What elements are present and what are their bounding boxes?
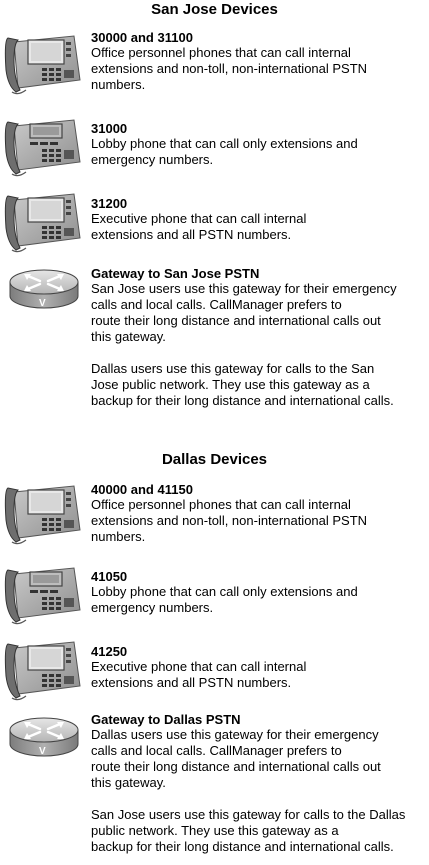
device-description-line: Lobby phone that can call only extensions and [91, 584, 358, 599]
device-entry-41050 [91, 569, 427, 616]
device-description-line: Executive phone that can call internal [91, 211, 307, 226]
device-description-line: Office personnel phones that can call internal [91, 497, 351, 512]
device-title: 31200 [91, 196, 128, 211]
device-description-line: Office personnel phones that can call internal [91, 45, 351, 60]
gateway-backup-line: San Jose users use this gateway for calls to the Dallas [91, 807, 406, 822]
device-description-line: extensions and non-toll, non-international PSTN [91, 513, 368, 528]
gateway-backup-line: backup for their long distance and international calls. [91, 839, 394, 854]
gateway-description-line: calls and local calls. CallManager prefers to [91, 743, 342, 758]
gateway-backup-line: public network. They use this gateway as a [91, 823, 339, 838]
ip-phone-7960-icon [4, 30, 84, 98]
gateway-description-line: calls and local calls. CallManager prefers to [91, 297, 342, 312]
gateway-backup-line: Dallas users use this gateway for calls to the San [91, 361, 375, 376]
gateway-entry-dallas [91, 712, 427, 855]
device-entry-30000-31100 [91, 30, 427, 93]
device-entry-31200 [91, 196, 427, 243]
device-description-line: emergency numbers. [91, 152, 214, 167]
gateway-backup-line: Jose public network. They use this gateway as a [91, 377, 370, 392]
device-entry-41250 [91, 644, 427, 691]
device-description-line: emergency numbers. [91, 600, 214, 615]
router-gateway-icon [6, 710, 84, 762]
device-description-line: Lobby phone that can call only extensions and [91, 136, 358, 151]
gateway-description-line: route their long distance and international calls out [91, 313, 381, 328]
device-title: 41050 [91, 569, 128, 584]
device-entry-31000 [91, 121, 427, 168]
section-heading-san-jose: San Jose Devices [151, 1, 278, 18]
gateway-title: Gateway to Dallas PSTN [91, 712, 241, 727]
gateway-title: Gateway to San Jose PSTN [91, 266, 260, 281]
gateway-description-line: Dallas users use this gateway for their emergency [91, 727, 379, 742]
gateway-description-line: this gateway. [91, 329, 166, 344]
device-title: 31000 [91, 121, 128, 136]
gateway-description-line: this gateway. [91, 775, 166, 790]
ip-phone-7960-icon [4, 188, 84, 256]
device-description-line: extensions and non-toll, non-international PSTN [91, 61, 368, 76]
device-title: 30000 and 31100 [91, 30, 193, 45]
device-description-line: extensions and all PSTN numbers. [91, 227, 292, 242]
gateway-backup-line: backup for their long distance and international calls. [91, 393, 394, 408]
device-description-line: numbers. [91, 77, 146, 92]
ip-phone-7940-icon [4, 560, 84, 628]
gateway-description-line: route their long distance and international calls out [91, 759, 381, 774]
ip-phone-7960-icon [4, 636, 84, 704]
device-entry-40000-41150 [91, 482, 427, 545]
ip-phone-7960-icon [4, 480, 84, 548]
router-gateway-icon [6, 262, 84, 314]
device-title: 40000 and 41150 [91, 482, 193, 497]
ip-phone-7940-icon [4, 112, 84, 180]
device-description-line: extensions and all PSTN numbers. [91, 675, 292, 690]
gateway-description-line: San Jose users use this gateway for their emergency [91, 281, 397, 296]
device-description-line: Executive phone that can call internal [91, 659, 307, 674]
device-description-line: numbers. [91, 529, 146, 544]
device-title: 41250 [91, 644, 128, 659]
section-heading-dallas: Dallas Devices [161, 451, 268, 468]
gateway-entry-san-jose [91, 266, 427, 409]
